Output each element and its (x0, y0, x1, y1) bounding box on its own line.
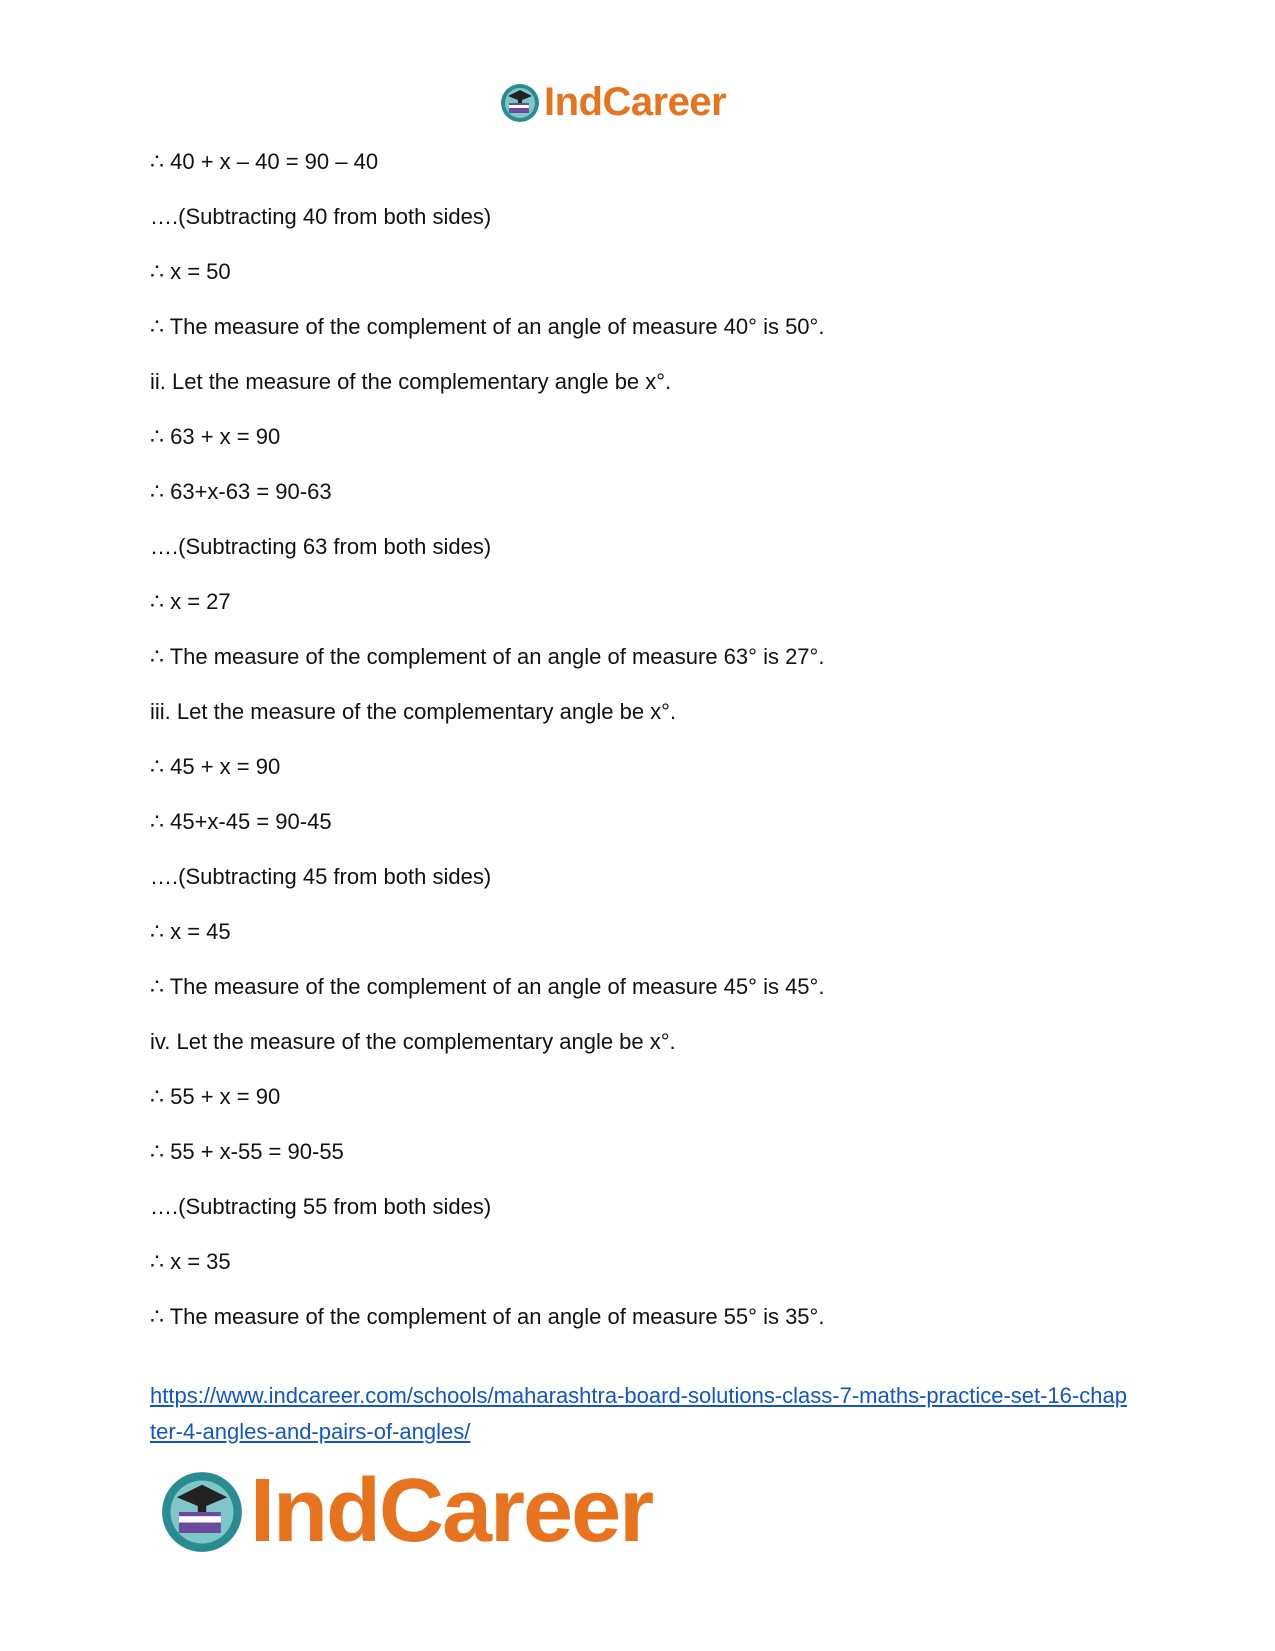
solution-line: ∴ The measure of the complement of an angle of measure 63° is 27°. (150, 644, 825, 669)
header-logo (500, 80, 726, 125)
solution-line: ….(Subtracting 45 from both sides) (150, 864, 492, 889)
solution-line: ∴ x = 35 (150, 1249, 231, 1274)
solution-line: ∴ 63+x-63 = 90-63 (150, 479, 332, 504)
solution-line: ∴ x = 27 (150, 589, 231, 614)
solution-line: ∴ 45+x-45 = 90-45 (150, 809, 332, 834)
solution-content (150, 148, 1130, 1358)
logo-text: IndCareer (250, 1461, 653, 1561)
solution-line: ….(Subtracting 63 from both sides) (150, 534, 492, 559)
solution-line: ∴ 40 + x – 40 = 90 – 40 (150, 149, 379, 174)
solution-line: ∴ 55 + x-55 = 90-55 (150, 1139, 344, 1164)
solution-line: ….(Subtracting 40 from both sides) (150, 204, 492, 229)
solution-line: ∴ 55 + x = 90 (150, 1084, 281, 1109)
logo-text: IndCareer (544, 80, 727, 124)
solution-line: ….(Subtracting 55 from both sides) (150, 1194, 492, 1219)
footer-logo (160, 1460, 652, 1563)
solution-line: iv. Let the measure of the complementary angle be x°. (150, 1029, 676, 1054)
solution-line: ∴ The measure of the complement of an angle of measure 55° is 35°. (150, 1304, 825, 1329)
solution-line: ∴ x = 50 (150, 259, 231, 284)
solution-line: iii. Let the measure of the complementary angle be x°. (150, 699, 677, 724)
solution-line: ∴ The measure of the complement of an angle of measure 40° is 50°. (150, 314, 825, 339)
solution-line: ∴ 63 + x = 90 (150, 424, 281, 449)
solution-line: ∴ The measure of the complement of an angle of measure 45° is 45°. (150, 974, 825, 999)
source-link[interactable]: https://www.indcareer.com/schools/maharashtra-board-solutions-class-7-maths-practice-set-16-chapter-4-angles-and-pairs-of-angles/ (150, 1383, 1127, 1444)
graduation-book-icon (160, 1470, 244, 1554)
solution-line: ∴ 45 + x = 90 (150, 754, 281, 779)
graduation-book-icon (500, 83, 540, 123)
solution-line: ∴ x = 45 (150, 919, 231, 944)
solution-line: ii. Let the measure of the complementary angle be x°. (150, 369, 672, 394)
